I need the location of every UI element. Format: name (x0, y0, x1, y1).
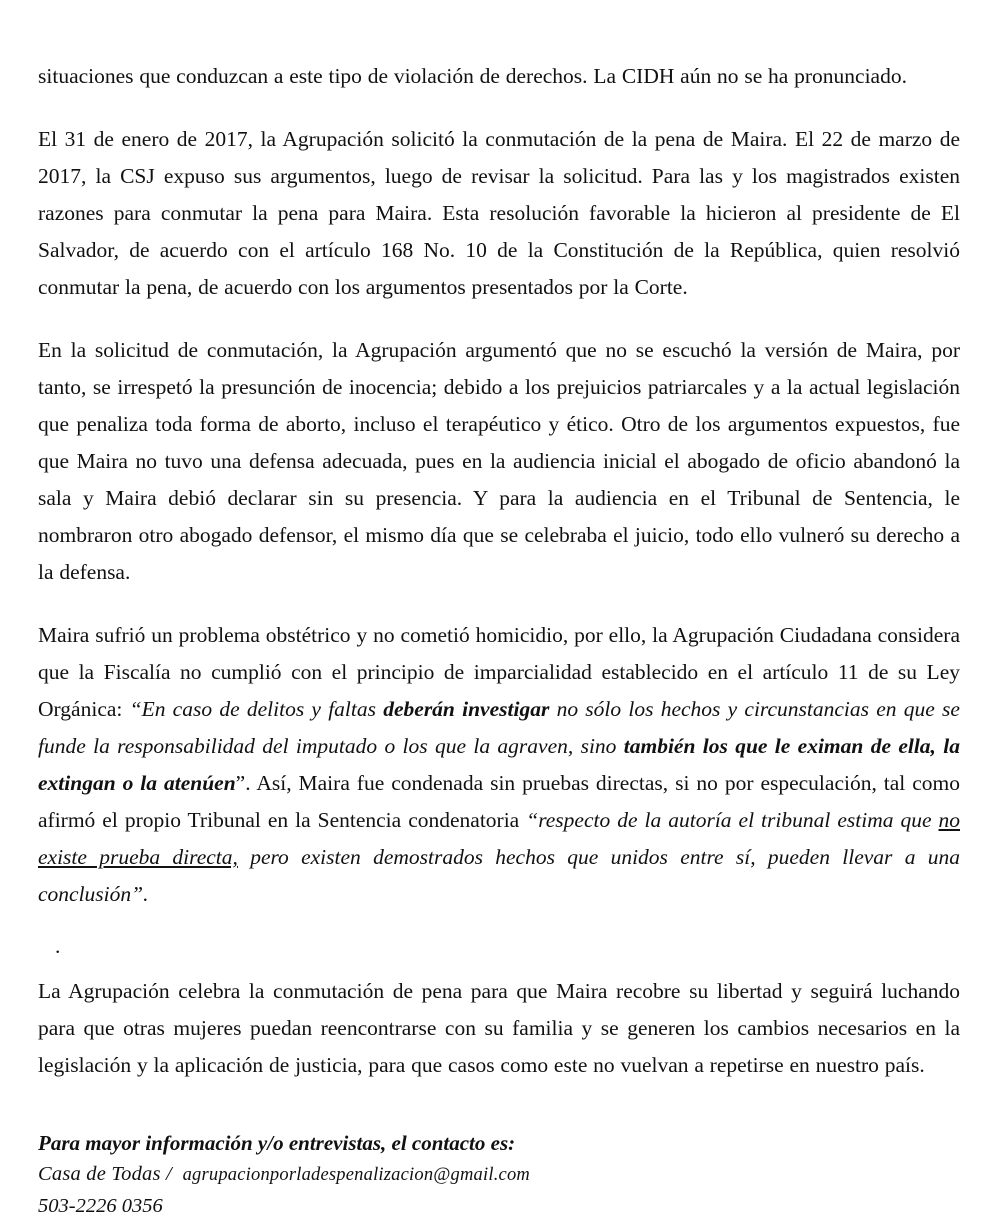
paragraph-legal-quote (38, 617, 960, 913)
paragraph-intro (38, 58, 960, 95)
run-quote-close-and-continue: ”. Así, Maira fue condenada sin pruebas directas, si no por especulación, tal como afirmó el propio Tribunal en la Sentencia condenatoria (38, 771, 960, 832)
contact-footer (38, 1128, 960, 1222)
run-emphasis-deberan-investigar: deberán investigar (383, 697, 550, 721)
run-sentence-quote-open: “respecto de la autoría el tribunal estima que (526, 808, 939, 832)
run-sentence-quote-end: pero existen demostrados hechos que unidos entre sí, pueden llevar a una conclusión”. (38, 845, 960, 906)
paragraph-text: El 31 de enero de 2017, la Agrupación solicitó la conmutación de la pena de Maira. El 22 de marzo de 2017, la CSJ expuso sus argumentos, luego de revisar la solicitud. Para las y los magistrados existen razones para conmutar la pena para Maira. Esta resolución favorable la hicieron al presidente de El Salvador, de acuerdo con el artículo 168 No. 10 de la Constitución de la República, quien resolvió conmutar la pena, de acuerdo con los argumentos presentados por la Corte. (38, 127, 960, 299)
paragraph-commutation-request (38, 121, 960, 306)
contact-organization-line (38, 1159, 960, 1191)
contact-phone-line (38, 1191, 960, 1222)
stray-period-text: . (55, 934, 61, 958)
paragraph-text: La Agrupación celebra la conmutación de pena para que Maira recobre su libertad y seguirá luchando para que otras mujeres puedan reencontrarse con su familia y se generen los cambios necesarios en la legislación y la aplicación de justicia, para que casos como este no vuelvan a repetirse en nuestro país. (38, 979, 960, 1077)
paragraph-text: En la solicitud de conmutación, la Agrupación argumentó que no se escuchó la versión de Maira, por tanto, se irrespetó la presunción de inocencia; debido a los prejuicios patriarcales y a la actual legislación que penaliza toda forma de aborto, incluso el terapéutico y ético. Otro de los argumentos expuestos, fue que Maira no tuvo una defensa adecuada, pues en la audiencia inicial el abogado de oficio abandonó la sala y Maira debió declarar sin su presencia. Y para la audiencia en el Tribunal de Sentencia, le nombraron otro abogado defensor, el mismo día que se celebraba el juicio, todo ello vulneró su derecho a la defensa. (38, 338, 960, 584)
paragraph-text: situaciones que conduzcan a este tipo de violación de derechos. La CIDH aún no se ha pronunciado. (38, 64, 907, 88)
contact-phone: 503-2226 0356 (38, 1195, 163, 1217)
run-emphasis-tambien-los-que-le-eximan: también los que le eximan de ella, la extingan o la atenúen (38, 734, 960, 795)
run-quote-middle: no sólo los hechos y circunstancias en que se funde la responsabilidad del imputado o los que la agraven, sino (38, 697, 960, 758)
run-underlined-no-existe-prueba-directa: no existe prueba directa, (38, 808, 961, 869)
run-quote-open: “En caso de delitos y faltas (129, 697, 384, 721)
contact-heading: Para mayor información y/o entrevistas, el contacto es: (38, 1131, 516, 1155)
document-body (38, 58, 960, 1084)
paragraph-defense-arguments (38, 332, 960, 591)
contact-email[interactable]: agrupacionporladespenalizacion@gmail.com (182, 1165, 530, 1185)
contact-organization: Casa de Todas / (38, 1163, 183, 1185)
stray-period (38, 933, 960, 959)
paragraph-closing (38, 973, 960, 1084)
run-lead-in: Maira sufrió un problema obstétrico y no cometió homicidio, por ello, la Agrupación Ciudadana considera que la Fiscalía no cumplió con el principio de imparcialidad establecido en el artículo 11 de su Ley Orgánica: (38, 623, 960, 721)
